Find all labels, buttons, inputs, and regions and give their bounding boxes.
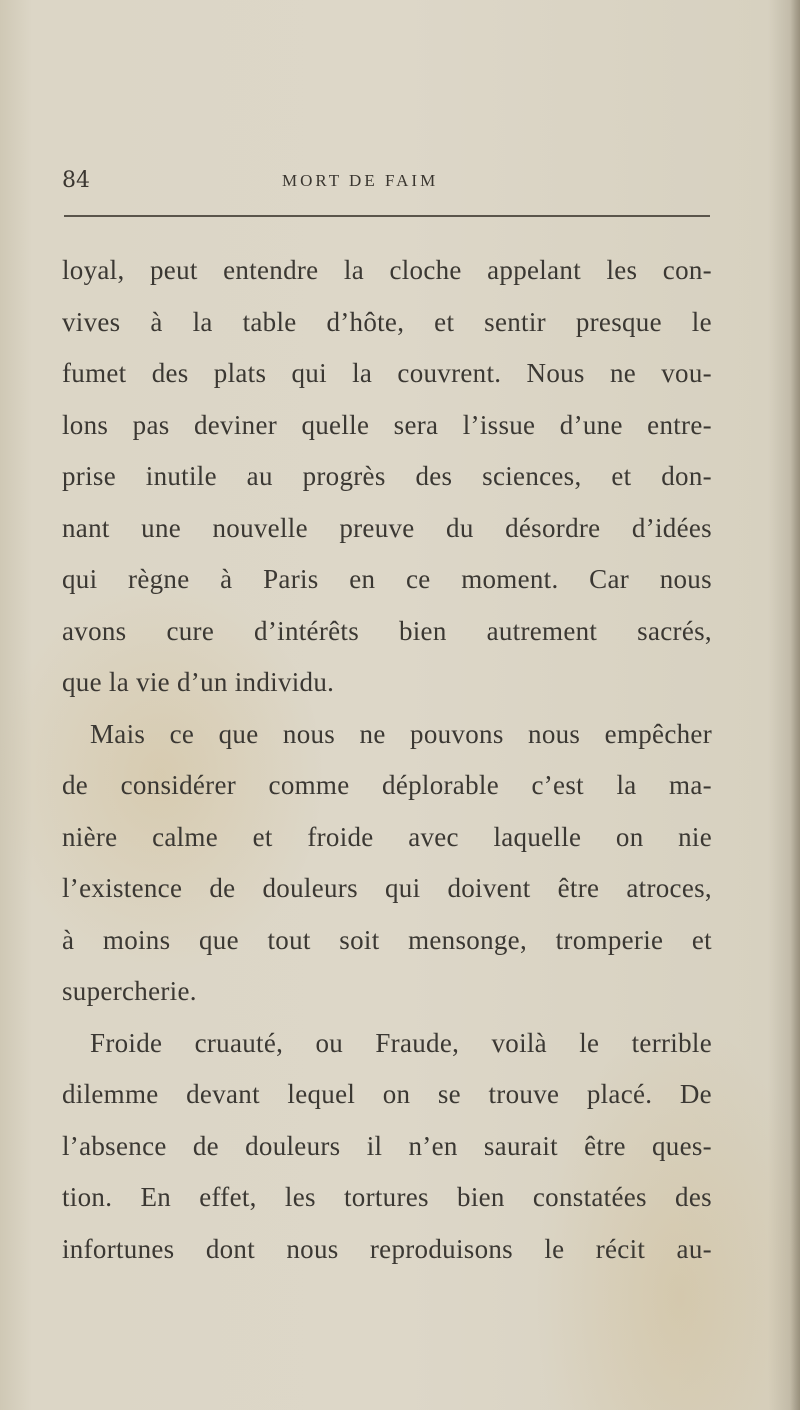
word: de [62,770,89,800]
word: d’une [559,409,623,440]
word: doivent [447,873,531,903]
word: constatées [532,1182,647,1212]
text-line [62,915,712,967]
word: déplorable [382,770,499,800]
word: pouvons [410,718,504,749]
text-line: que la vie d’un individu. [62,667,335,697]
word: atroces, [626,873,712,903]
word: la [192,306,213,337]
word: d’hôte, [326,306,405,337]
page-header [62,168,712,198]
word: désordre [505,512,601,543]
text-line [62,400,712,452]
word: Froide [90,1027,163,1058]
text-line: supercherie. [62,976,197,1006]
word: du [446,512,474,543]
word: que [199,924,239,955]
word: on [615,821,644,852]
word: et [611,461,632,491]
text-line [62,863,712,915]
page-number: 84 [62,168,90,193]
word: qui [384,873,421,903]
word: l’absence [62,1130,167,1161]
word: placé. [586,1079,653,1109]
word: trouve [488,1079,560,1109]
word: fumet [62,358,127,388]
word: ce [405,564,431,594]
word: cruauté, [194,1027,284,1058]
word: n’en [408,1130,458,1161]
word: sacrés, [637,615,712,646]
word: sera [393,409,439,440]
word: de [192,1130,219,1161]
word: quelle [301,409,370,440]
word: nous [528,718,581,749]
word: prise [62,461,116,491]
word: couvrent. [397,358,502,388]
word: froide [307,821,374,852]
word: don- [661,461,712,491]
word: de [209,873,236,903]
word: De [679,1079,712,1109]
text-line [62,1069,712,1121]
text-line [62,812,712,864]
word: à [62,924,75,955]
word: nous [659,564,712,594]
word: Fraude, [375,1027,460,1058]
word: empêcher [604,718,712,749]
word: d’idées [631,512,712,543]
word: tout [267,924,311,955]
word: la [352,358,373,388]
word: reproduisons [369,1233,513,1264]
word: pas [132,409,170,440]
word: con- [662,255,712,285]
word: des [151,358,189,388]
word: à [220,564,233,594]
word: nous [286,1233,339,1264]
word: douleurs [262,873,358,903]
word: lons [62,409,109,440]
word: comme [268,770,350,800]
word: la [343,255,364,285]
text-line [62,1224,712,1276]
word: avec [408,821,459,852]
word: peut [149,255,198,285]
word: nouvelle [212,512,308,543]
word: vou- [661,358,712,388]
word: à [150,306,163,337]
word: ne [609,358,637,388]
word: et [434,306,455,337]
text-line [62,1018,712,1070]
word: vives [62,306,121,337]
word: une [141,512,182,543]
word: au- [676,1233,712,1264]
word: calme [152,821,219,852]
word: et [252,821,273,852]
word: douleurs [245,1130,341,1161]
word: se [437,1079,461,1109]
text-line [62,451,712,503]
word: être [584,1130,626,1161]
word: tromperie [555,924,664,955]
word: au [246,461,273,491]
word: sciences, [482,461,582,491]
word: les [284,1182,316,1212]
word: Mais [90,718,146,749]
word: effet, [199,1182,257,1212]
word: considérer [120,770,237,800]
word: récit [595,1233,646,1264]
word: inutile [145,461,217,491]
word: moins [102,924,171,955]
word: mensonge, [408,924,528,955]
word: lequel [287,1079,356,1109]
word: autrement [486,615,598,646]
text-line [62,606,712,658]
word: ne [359,718,386,749]
word: soit [339,924,380,955]
word: Car [589,564,630,594]
word: appelant [487,255,581,285]
word: En [140,1182,172,1212]
text-line [62,503,712,555]
word: l’issue [462,409,536,440]
word: et [691,924,712,955]
word: cure [166,615,215,646]
text-line [62,348,712,400]
text-line [62,1172,712,1224]
word: bien [398,615,447,646]
word: infortunes [62,1233,175,1264]
word: que [218,718,259,749]
word: sentir [484,306,546,337]
word: dont [205,1233,256,1264]
word: deviner [193,409,278,440]
text-line [62,760,712,812]
word: nie [678,821,712,852]
word: des [675,1182,712,1212]
text-line [62,245,712,297]
word: la [616,770,637,800]
word: Paris [263,564,319,594]
word: preuve [339,512,415,543]
word: qui [62,564,98,594]
word: bien [457,1182,505,1212]
word: avons [62,615,127,646]
word: loyal, [62,255,125,285]
word: règne [128,564,190,594]
word: cloche [389,255,462,285]
body-text [62,245,712,1275]
word: on [382,1079,411,1109]
word: le [544,1233,565,1264]
word: c’est [531,770,584,800]
text-line [62,297,712,349]
word: des [415,461,453,491]
word: ce [169,718,195,749]
word: voilà [491,1027,547,1058]
word: tortures [343,1182,429,1212]
word: entendre [223,255,319,285]
word: presque [575,306,662,337]
page-edge-shadow [790,0,800,1410]
word: l’existence [62,873,183,903]
word: les [606,255,638,285]
word: d’intérêts [254,615,360,646]
word: table [242,306,297,337]
word: nant [62,512,110,543]
word: être [557,873,600,903]
word: entre- [647,409,712,440]
word: plats [213,358,267,388]
header-rule [64,215,710,217]
word: nous [282,718,336,749]
word: terrible [631,1027,712,1058]
word: il [366,1130,383,1161]
word: ques- [651,1130,712,1161]
word: laquelle [493,821,582,852]
word: progrès [302,461,386,491]
word: saurait [483,1130,558,1161]
word: le [691,306,712,337]
word: Nous [526,358,585,388]
word: tion. [62,1182,113,1212]
text-line [62,1121,712,1173]
word: dilemme [62,1079,159,1109]
word: le [579,1027,600,1058]
word: moment. [461,564,559,594]
word: devant [186,1079,260,1109]
word: ou [315,1027,344,1058]
running-title: MORT DE FAIM [282,171,439,190]
word: nière [62,821,118,852]
word: ma- [669,770,712,800]
text-line [62,709,712,761]
text-line [62,554,712,606]
word: en [349,564,376,594]
word: qui [291,358,327,388]
